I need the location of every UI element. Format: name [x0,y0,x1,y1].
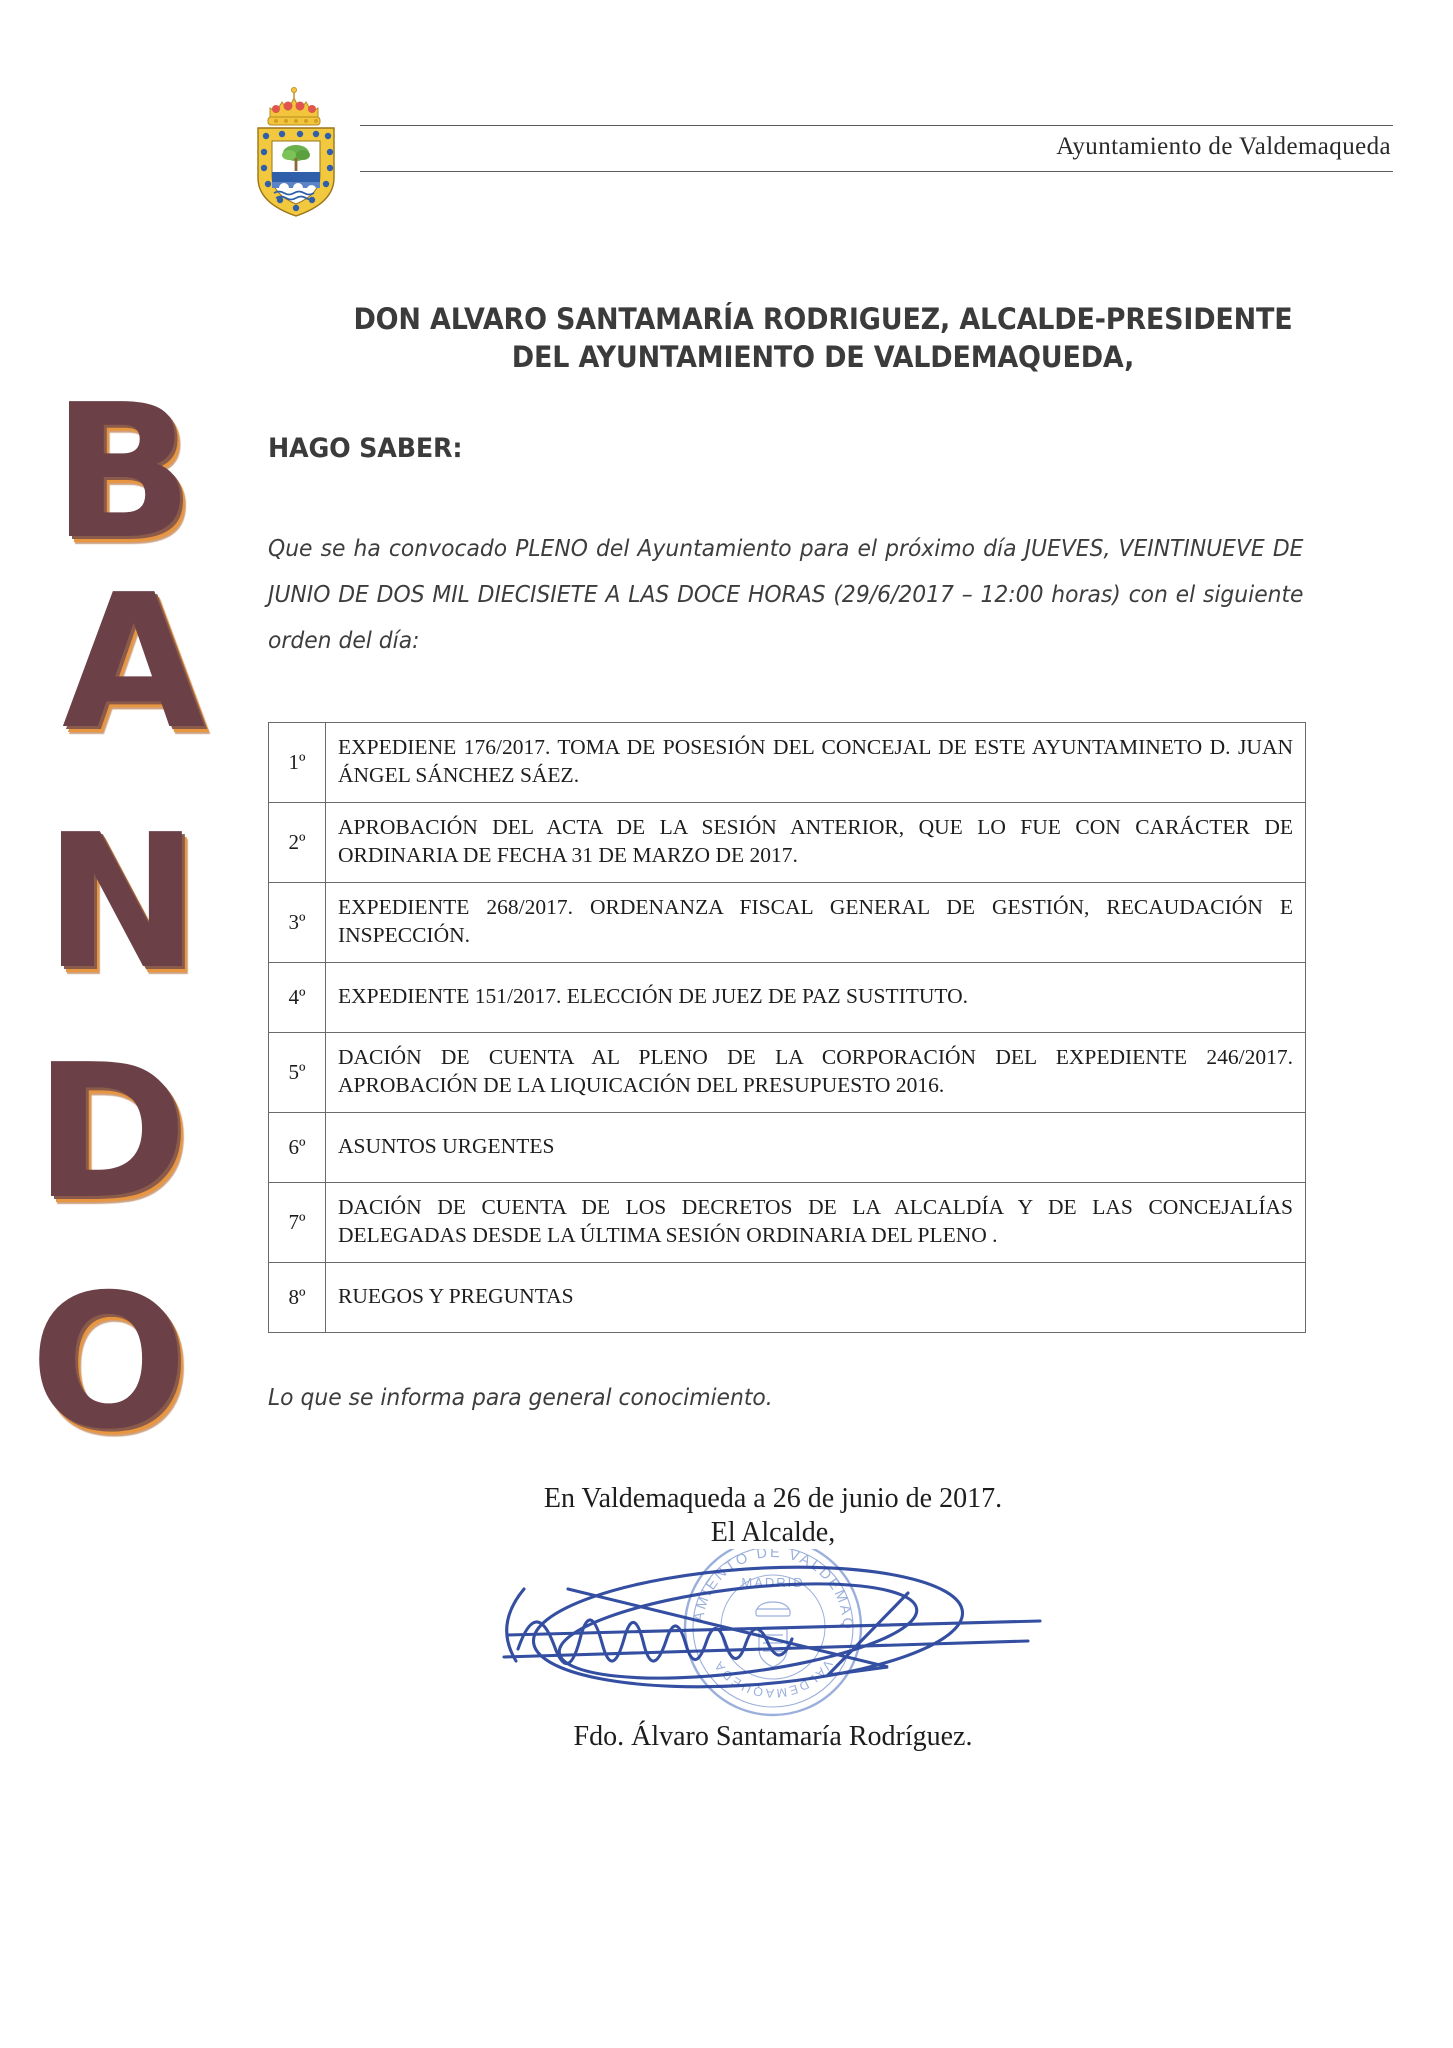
agenda-item-text: DACIÓN DE CUENTA AL PLENO DE LA CORPORACIÓN DEL EXPEDIENTE 246/2017. APROBACIÓN DE LA LIQUICACIÓN DEL PRESUPUESTO 2016. [326,1032,1306,1112]
agenda-item-text: ASUNTOS URGENTES [326,1112,1306,1182]
agenda-item-number: 8º [269,1262,326,1332]
table-row [269,1112,1306,1182]
bando-letter-o: O [30,1254,188,1470]
agenda-item-number: 3º [269,882,326,962]
bando-letter-d: D [34,1024,188,1240]
signature-signed-by: Fdo. Álvaro Santamaría Rodríguez. [573,1720,973,1752]
agenda-item-number: 6º [269,1112,326,1182]
stamp-and-signature [268,1549,1278,1719]
bando-letter-b: B [52,364,194,580]
header-rule-top [360,125,1393,126]
table-row [269,1182,1306,1262]
agenda-item-number: 2º [269,802,326,882]
table-row [269,1262,1306,1332]
agenda-table [268,722,1306,1333]
page-title: DON ALVARO SANTAMARÍA RODRIGUEZ, ALCALDE-PRESIDENTE DEL AYUNTAMIENTO DE VALDEMAQUEDA, [353,302,1293,375]
closing-paragraph: Lo que se informa para general conocimiento. [268,1384,773,1411]
document-body [268,300,1378,1753]
agenda-item-text: EXPEDIENTE 268/2017. ORDENANZA FISCAL GENERAL DE GESTIÓN, RECAUDACIÓN E INSPECCIÓN. [326,882,1306,962]
table-row [269,802,1306,882]
coat-of-arms-icon [248,78,346,220]
svg-text:MADRID: MADRID [741,1574,805,1590]
agenda-item-text: RUEGOS Y PREGUNTAS [326,1262,1306,1332]
intro-paragraph: Que se ha convocado PLENO del Ayuntamiento para el próximo día JUEVES, VEINTINUEVE DE JUNIO DE DOS MIL DIECISIETE A LAS DOCE HORAS (29/6/2017 – 12:00 horas) con el siguiente orden del día: [268,535,1304,654]
signature-place-date: En Valdemaqueda a 26 de junio de 2017. [543,1482,1003,1514]
agenda-item-text: DACIÓN DE CUENTA DE LOS DECRETOS DE LA ALCALDÍA Y DE LAS CONCEJALÍAS DELEGADAS DESDE LA ÚLTIMA SESIÓN ORDINARIA DEL PLENO . [326,1182,1306,1262]
agenda-item-number: 5º [269,1032,326,1112]
svg-text:VALDEMAQUEDA: VALDEMAQUEDA [710,1656,836,1700]
signature-block [268,1483,1278,1753]
bando-letter-n: N [44,794,199,1010]
header-rule-bottom [360,171,1393,172]
table-row [269,1032,1306,1112]
bando-letter-a: A [62,554,206,770]
agenda-item-number: 7º [269,1182,326,1262]
agenda-item-text: EXPEDIENE 176/2017. TOMA DE POSESIÓN DEL CONCEJAL DE ESTE AYUNTAMINETO D. JUAN ÁNGEL SÁNCHEZ SÁEZ. [326,722,1306,802]
table-row [269,962,1306,1032]
institution-name: Ayuntamiento de Valdemaqueda [1056,133,1391,160]
svg-text:AYUNTAMIENTO DE VALDEMAQUEDA: AYUNTAMIENTO DE VALDEMAQUEDA [691,1548,856,1632]
document-header [240,70,1393,220]
table-row [269,722,1306,802]
bando-vertical-banner [22,364,222,1510]
official-stamp-icon [268,1549,1278,1719]
signature-area [268,1549,1278,1719]
agenda-item-number: 1º [269,722,326,802]
signature-role: El Alcalde, [710,1516,836,1548]
agenda-item-text: EXPEDIENTE 151/2017. ELECCIÓN DE JUEZ DE PAZ SUSTITUTO. [326,962,1306,1032]
proclamation-label: HAGO SABER: [268,432,463,464]
table-row [269,882,1306,962]
agenda-item-text: APROBACIÓN DEL ACTA DE LA SESIÓN ANTERIOR, QUE LO FUE CON CARÁCTER DE ORDINARIA DE FECHA 31 DE MARZO DE 2017. [326,802,1306,882]
agenda-table-body [269,722,1306,1332]
agenda-item-number: 4º [269,962,326,1032]
